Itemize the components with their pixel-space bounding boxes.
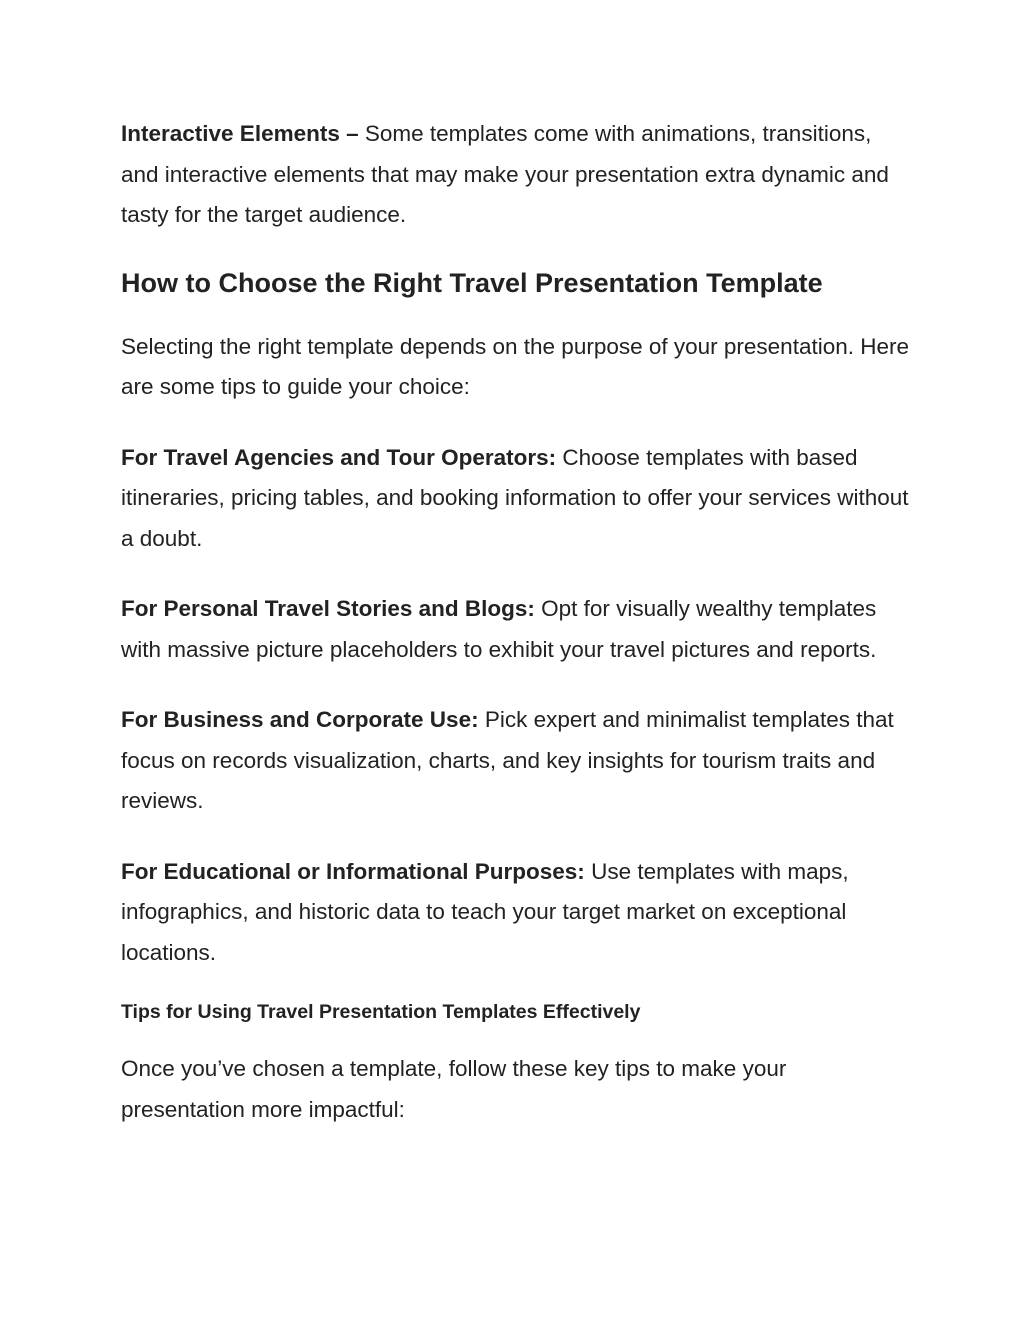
closing-paragraph: Once you’ve chosen a template, follow these key tips to make your presentation more impactful: — [121, 1056, 787, 1122]
tip-label: For Travel Agencies and Tour Operators: — [121, 444, 557, 470]
document-page — [121, 114, 911, 1130]
tip-label: For Educational or Informational Purposes: — [121, 858, 585, 884]
intro-paragraph: Selecting the right template depends on the purpose of your presentation. Here are some tips to guide your choice: — [121, 333, 910, 399]
tip-text: Choose templates with based itineraries, pricing tables, and booking information to offer your services without a doubt. — [121, 444, 909, 551]
sub-heading: Tips for Using Travel Presentation Templates Effectively — [121, 1001, 641, 1023]
tip-text: Use templates with maps, infographics, and historic data to teach your target market on exceptional locations. — [121, 858, 849, 965]
tip-label: For Business and Corporate Use: — [121, 707, 479, 732]
tip-business-corporate — [121, 700, 911, 822]
section-heading: How to Choose the Right Travel Presentation Template — [121, 267, 823, 298]
interactive-elements-paragraph — [121, 114, 911, 236]
tip-text: Pick expert and minimalist templates that focus on records visualization, charts, and key insights for tourism traits and reviews. — [121, 707, 894, 813]
paragraph-lead-label: Interactive Elements – — [121, 121, 359, 146]
tip-personal-stories — [121, 589, 911, 670]
tip-text: Opt for visually wealthy templates with massive picture placeholders to exhibit your travel pictures and reports. — [121, 596, 877, 662]
tip-travel-agencies — [121, 438, 911, 560]
tip-label: For Personal Travel Stories and Blogs: — [121, 596, 535, 621]
paragraph-body: Some templates come with animations, transitions, and interactive elements that may make your presentation extra dynamic and tasty for the target audience. — [121, 121, 889, 227]
tip-educational — [121, 852, 911, 974]
